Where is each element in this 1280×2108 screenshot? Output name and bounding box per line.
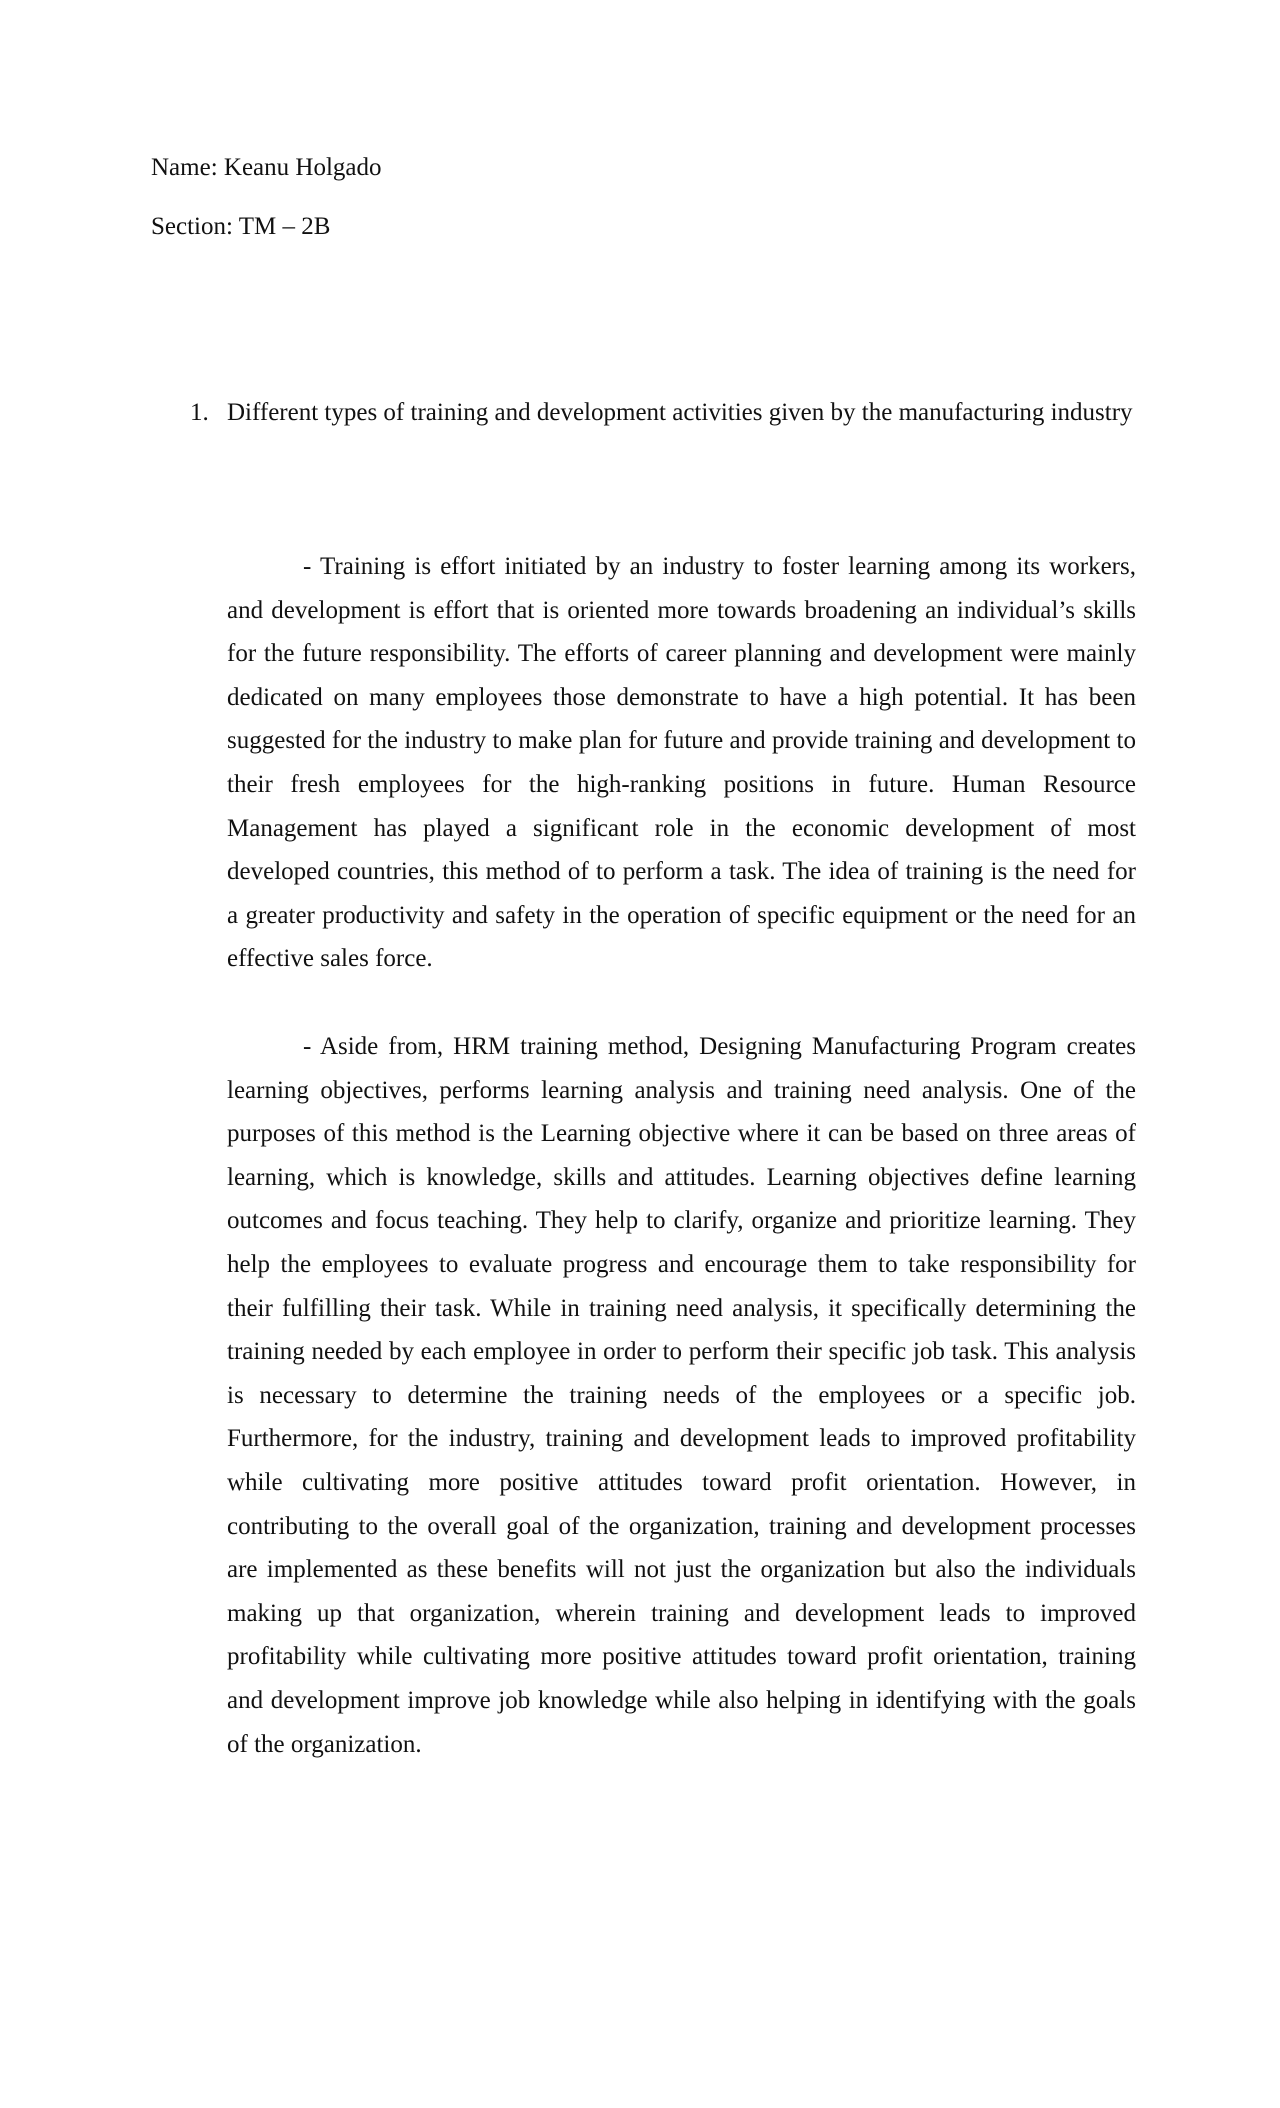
answer-paragraph: - Training is effort initiated by an industry to foster learning among its workers, and development is effort that is oriented more towards broadening an individual’s skills for the future responsibility. The efforts of career planning and development were mainly dedicated on many employees those demonstrate to have a high potential. It has been suggested for the industry to make plan for future and provide training and development to their fresh employees for the high-ranking positions in future. Human Resource Management has played a significant role in the economic development of most developed countries, this method of to perform a task. The idea of training is the need for a greater productivity and safety in the operation of specific equipment or the need for an effective sales force. (227, 553, 1136, 973)
student-section: Section: TM – 2B (151, 213, 331, 240)
question-text: Different types of training and development activities given by the manufacturing industry (227, 399, 1133, 426)
student-name: Name: Keanu Holgado (151, 154, 382, 181)
question-item (190, 391, 1136, 435)
question-number: 1. (190, 399, 209, 426)
answer-paragraph: - Aside from, HRM training method, Designing Manufacturing Program creates learning objectives, performs learning analysis and training need analysis. One of the purposes of this method is the Learning objective where it can be based on three areas of learning, which is knowledge, skills and attitudes. Learning objectives define learning outcomes and focus teaching. They help to clarify, organize and prioritize learning. They help the employees to evaluate progress and encourage them to take responsibility for their fulfilling their task. While in training need analysis, it specifically determining the training needed by each employee in order to perform their specific job task. This analysis is necessary to determine the training needs of the employees or a specific job. Furthermore, for the industry, training and development leads to improved profitability while cultivating more positive attitudes toward profit orientation. However, in contributing to the overall goal of the organization, training and development processes are implemented as these benefits will not just the organization but also the individuals making up that organization, wherein training and development leads to improved profitability while cultivating more positive attitudes toward profit orientation, training and development improve job knowledge while also helping in identifying with the goals of the organization. (227, 1033, 1136, 1758)
